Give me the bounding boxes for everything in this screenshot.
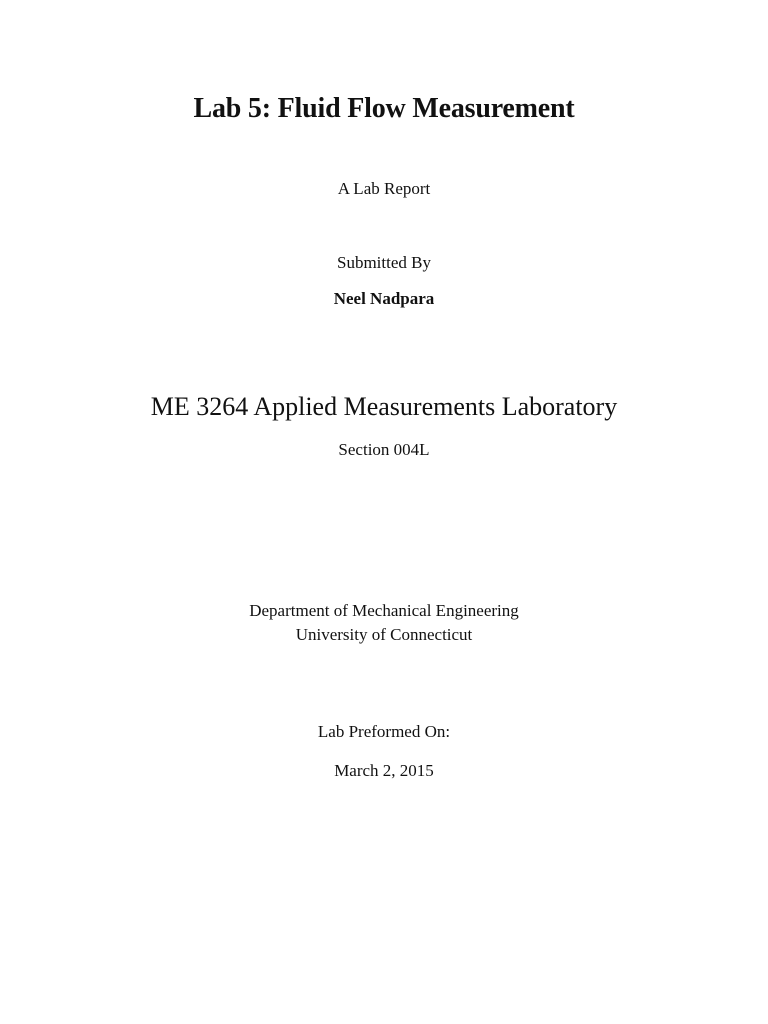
department-name: Department of Mechanical Engineering bbox=[249, 601, 519, 620]
course-name: ME 3264 Applied Measurements Laboratory bbox=[150, 392, 618, 421]
course-section: Section 004L bbox=[338, 440, 430, 459]
author-name: Neel Nadpara bbox=[333, 289, 435, 308]
submitted-by-label: Submitted By bbox=[337, 253, 431, 272]
performed-on-date: March 2, 2015 bbox=[334, 761, 434, 780]
performed-on-label: Lab Preformed On: bbox=[317, 722, 451, 741]
report-subtitle: A Lab Report bbox=[337, 179, 431, 198]
university-name: University of Connecticut bbox=[295, 625, 473, 644]
report-title: Lab 5: Fluid Flow Measurement bbox=[193, 93, 575, 124]
